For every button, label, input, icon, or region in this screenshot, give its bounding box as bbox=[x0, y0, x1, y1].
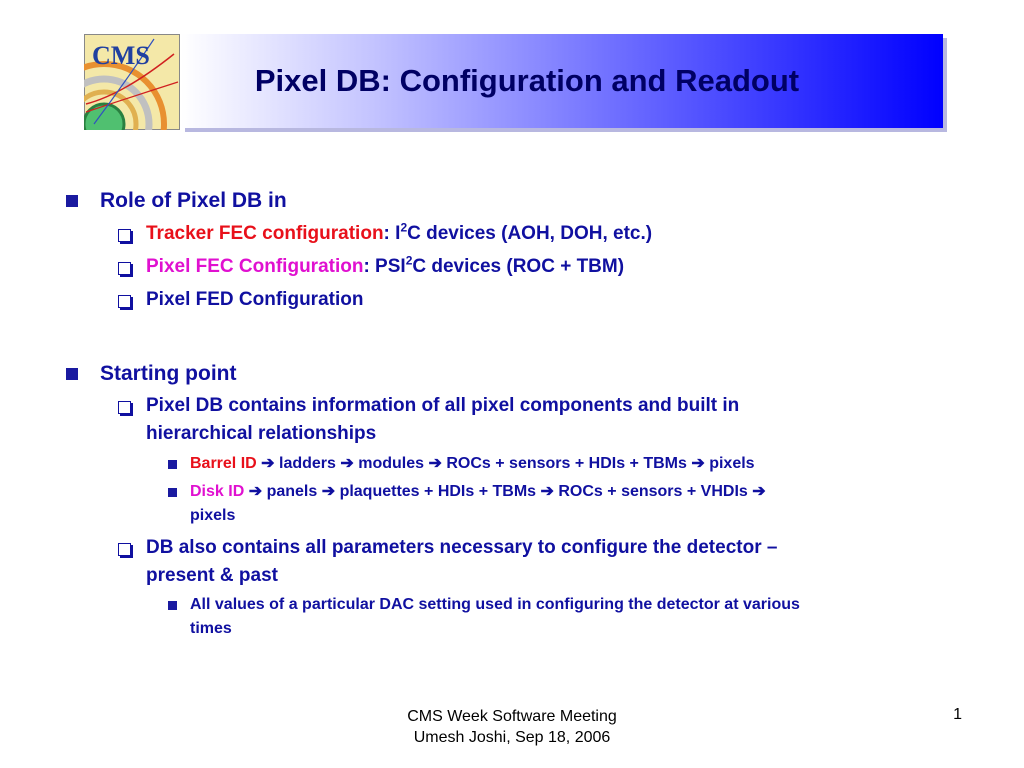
bullet-checkbox-icon bbox=[118, 401, 131, 414]
section-heading: Starting point bbox=[100, 362, 237, 385]
arrow-right-icon: ➔ bbox=[428, 455, 442, 472]
item-label: Tracker FEC configuration bbox=[146, 223, 384, 244]
arrow-right-icon: ➔ bbox=[340, 455, 354, 472]
bullet-small-square-icon bbox=[168, 488, 177, 497]
footer-line: CMS Week Software Meeting bbox=[407, 708, 617, 725]
item-label: Pixel FEC Configuration bbox=[146, 256, 364, 277]
arrow-right-icon: ➔ bbox=[261, 455, 275, 472]
bullet-checkbox-icon bbox=[118, 262, 131, 275]
logo-text: CMS bbox=[92, 41, 150, 70]
page-number: 1 bbox=[953, 706, 962, 723]
bullet-checkbox-icon bbox=[118, 543, 131, 556]
sub-item-line: All values of a particular DAC setting used in configuring the detector at various bbox=[190, 596, 800, 613]
sub-item: Barrel ID ➔ ladders ➔ modules ➔ ROCs + sensors + HDIs + TBMs ➔ pixels bbox=[190, 455, 755, 472]
sub-item-line: pixels bbox=[190, 507, 236, 524]
list-item bbox=[146, 289, 363, 311]
arrow-right-icon: ➔ bbox=[752, 483, 766, 500]
bullet-checkbox-icon bbox=[118, 229, 131, 242]
arrow-right-icon: ➔ bbox=[321, 483, 336, 500]
section-heading: Role of Pixel DB in bbox=[100, 189, 287, 212]
title-bar bbox=[181, 34, 943, 128]
list-item-line: hierarchical relationships bbox=[146, 423, 377, 444]
slide-title: Pixel DB: Configuration and Readout bbox=[254, 63, 800, 98]
footer bbox=[300, 706, 724, 748]
cms-logo bbox=[84, 34, 180, 130]
arrow-right-icon: ➔ bbox=[691, 455, 705, 472]
list-item: Tracker FEC configuration: $I^2C$ devices (AOH, DOH, etc.) bbox=[146, 220, 653, 244]
sub-item-line: times bbox=[190, 620, 232, 637]
bullet-small-square-icon bbox=[168, 601, 177, 610]
bullet-square-icon bbox=[66, 368, 78, 380]
item-label: Pixel FED Configuration bbox=[146, 289, 364, 310]
bullet-checkbox-icon bbox=[118, 295, 131, 308]
arrow-right-icon: ➔ bbox=[248, 483, 263, 500]
sub-item: Disk ID ➔ panels ➔ plaquettes + HDIs + TBMs ➔ ROCs + sensors + VHDIs ➔ bbox=[190, 483, 766, 500]
list-item-line: Pixel DB contains information of all pixel components and built in bbox=[146, 395, 740, 416]
list-item-line: present & past bbox=[146, 565, 278, 586]
arrow-right-icon: ➔ bbox=[540, 483, 554, 500]
list-item: Pixel FEC Configuration: PSI$^2$C devices (ROC + TBM) bbox=[146, 253, 625, 277]
list-item-line: DB also contains all parameters necessary to configure the detector – bbox=[146, 537, 778, 558]
bullet-small-square-icon bbox=[168, 460, 177, 469]
footer-line: Umesh Joshi, Sep 18, 2006 bbox=[413, 729, 611, 746]
bullet-square-icon bbox=[66, 195, 78, 207]
